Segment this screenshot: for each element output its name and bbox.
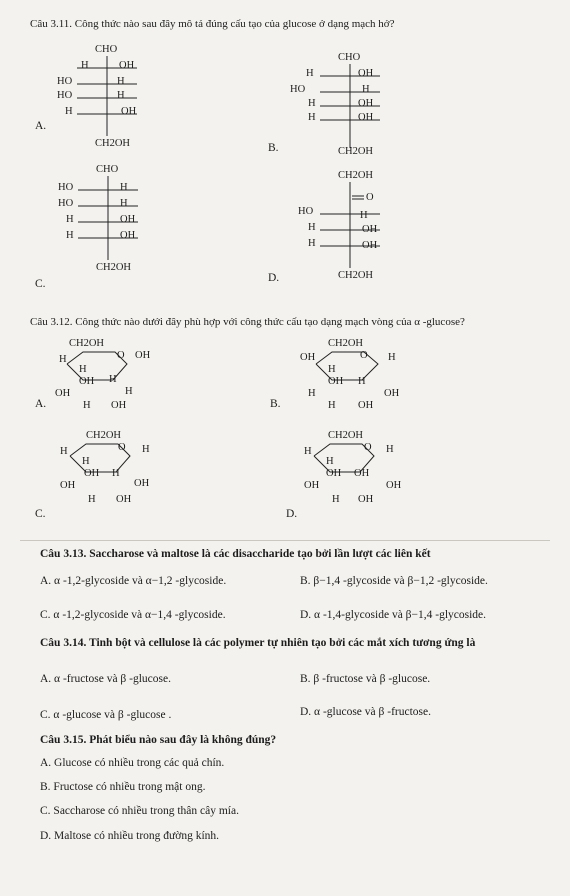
svg-text:OH: OH (358, 68, 374, 79)
svg-text:H: H (109, 374, 117, 385)
svg-text:H: H (117, 76, 125, 87)
svg-text:OH: OH (328, 376, 344, 387)
q315-option-d[interactable]: D. Maltose có nhiều trong đường kính. (40, 830, 220, 842)
svg-text:H: H (117, 90, 125, 101)
svg-text:OH: OH (121, 106, 137, 117)
svg-text:O: O (117, 350, 125, 361)
svg-text:HO: HO (58, 182, 74, 193)
svg-text:H: H (88, 494, 96, 505)
q311-label-b: B. (268, 142, 279, 154)
svg-text:OH: OH (120, 214, 136, 225)
svg-text:H: H (65, 106, 73, 117)
q312-label-d: D. (286, 508, 298, 520)
q313-option-d[interactable]: D. α -1,4-glycoside và β−1,4 -glycoside. (300, 609, 487, 621)
svg-text:H: H (388, 352, 396, 363)
haworth-ring-c (60, 426, 180, 506)
svg-text:CH2OH: CH2OH (338, 170, 374, 181)
svg-text:OH: OH (60, 480, 76, 491)
q314-option-b[interactable]: B. β -fructose và β -glucose. (300, 673, 431, 685)
svg-text:CH2OH: CH2OH (338, 146, 374, 157)
svg-text:OH: OH (119, 60, 135, 71)
svg-text:HO: HO (57, 90, 73, 101)
svg-text:OH: OH (116, 494, 132, 505)
svg-text:H: H (386, 444, 394, 455)
svg-text:HO: HO (290, 84, 306, 95)
svg-text:H: H (304, 446, 312, 457)
svg-text:H: H (142, 444, 150, 455)
q315-option-a[interactable]: A. Glucose có nhiều trong các quả chín. (40, 757, 225, 769)
section-divider (20, 540, 550, 541)
svg-text:H: H (308, 98, 316, 109)
svg-text:H: H (66, 214, 74, 225)
q314-stem: Câu 3.14. Tinh bột và cellulose là các polymer tự nhiên tạo bởi các mắt xích tương ứng là (40, 637, 476, 649)
svg-text:CH2OH: CH2OH (328, 430, 364, 441)
svg-text:OH: OH (304, 480, 320, 491)
q312-label-c: C. (35, 508, 46, 520)
svg-text:H: H (112, 468, 120, 479)
a-top: CHO (95, 44, 118, 55)
svg-text:HO: HO (57, 76, 73, 87)
svg-text:H: H (362, 84, 370, 95)
svg-text:OH: OH (134, 478, 150, 489)
svg-text:OH: OH (358, 98, 374, 109)
svg-text:H: H (328, 400, 336, 411)
svg-text:H: H (81, 60, 89, 71)
svg-text:O: O (366, 192, 374, 203)
q313-option-c[interactable]: C. α -1,2-glycoside và α−1,4 -glycoside. (40, 609, 226, 621)
svg-text:OH: OH (300, 352, 316, 363)
svg-text:OH: OH (135, 350, 151, 361)
svg-text:OH: OH (79, 376, 95, 387)
haworth-ring-a (55, 334, 175, 409)
q313-stem: Câu 3.13. Saccharose và maltose là các disaccharide tạo bởi lần lượt các liên kết (40, 548, 431, 560)
q314-option-d[interactable]: D. α -glucose và β -fructose. (300, 706, 431, 718)
svg-text:OH: OH (358, 494, 374, 505)
svg-text:O: O (118, 442, 126, 453)
q311-stem: Câu 3.11. Công thức nào sau đây mô tả đúng cấu tạo của glucose ở dạng mạch hở? (30, 18, 395, 30)
svg-text:CH2OH: CH2OH (95, 138, 131, 149)
svg-text:CHO: CHO (96, 164, 119, 175)
haworth-ring-b (300, 334, 420, 409)
q314-option-a[interactable]: A. α -fructose và β -glucose. (40, 673, 171, 685)
svg-text:OH: OH (362, 240, 378, 251)
q313-option-a[interactable]: A. α -1,2-glycoside và α−1,2 -glycoside. (40, 575, 227, 587)
svg-text:OH: OH (386, 480, 402, 491)
svg-text:H: H (125, 386, 133, 397)
q315-option-b[interactable]: B. Fructose có nhiều trong mật ong. (40, 781, 206, 793)
svg-text:H: H (120, 198, 128, 209)
q311-label-c: C. (35, 278, 46, 290)
q311-label-a: A. (35, 120, 47, 132)
q312-label-a: A. (35, 398, 47, 410)
svg-text:H: H (66, 230, 74, 241)
svg-text:H: H (60, 446, 68, 457)
svg-text:H: H (332, 494, 340, 505)
svg-text:O: O (364, 442, 372, 453)
q315-option-c[interactable]: C. Saccharose có nhiều trong thân cây mía. (40, 805, 239, 817)
svg-text:OH: OH (84, 468, 100, 479)
svg-text:HO: HO (58, 198, 74, 209)
svg-text:CH2OH: CH2OH (328, 338, 364, 349)
svg-text:H: H (308, 222, 316, 233)
svg-text:HO: HO (298, 206, 314, 217)
svg-text:OH: OH (55, 388, 71, 399)
q312-label-b: B. (270, 398, 281, 410)
fischer-structure-d (288, 166, 408, 281)
svg-text:H: H (308, 112, 316, 123)
q314-option-c[interactable]: C. α -glucose và β -glucose . (40, 709, 172, 721)
fischer-structure-a (55, 40, 175, 150)
svg-text:CH2OH: CH2OH (86, 430, 122, 441)
svg-text:CH2OH: CH2OH (96, 262, 132, 273)
q311-label-d: D. (268, 272, 280, 284)
svg-text:OH: OH (384, 388, 400, 399)
svg-text:OH: OH (120, 230, 136, 241)
q312-stem: Câu 3.12. Công thức nào dưới đây phù hợp với công thức cấu tạo dạng mạch vòng của α -glucose? (30, 316, 465, 328)
svg-text:O: O (360, 350, 368, 361)
q315-stem: Câu 3.15. Phát biểu nào sau đây là không đúng? (40, 734, 277, 746)
svg-text:H: H (328, 364, 336, 375)
svg-text:CH2OH: CH2OH (69, 338, 105, 349)
fischer-structure-c (58, 160, 178, 275)
svg-text:OH: OH (362, 224, 378, 235)
svg-text:H: H (308, 238, 316, 249)
svg-text:H: H (82, 456, 90, 467)
svg-text:H: H (120, 182, 128, 193)
svg-text:H: H (79, 364, 87, 375)
svg-text:H: H (308, 388, 316, 399)
fischer-structure-b (290, 48, 410, 158)
svg-text:H: H (358, 376, 366, 387)
haworth-ring-d (302, 426, 422, 506)
svg-text:H: H (326, 456, 334, 467)
svg-text:OH: OH (354, 468, 370, 479)
svg-text:CH2OH: CH2OH (338, 270, 374, 281)
svg-text:CHO: CHO (338, 52, 361, 63)
svg-text:H: H (59, 354, 67, 365)
svg-text:H: H (83, 400, 91, 411)
svg-text:OH: OH (326, 468, 342, 479)
svg-text:OH: OH (358, 112, 374, 123)
svg-text:H: H (306, 68, 314, 79)
svg-text:OH: OH (358, 400, 374, 411)
svg-text:H: H (360, 210, 368, 221)
svg-text:OH: OH (111, 400, 127, 411)
q313-option-b[interactable]: B. β−1,4 -glycoside và β−1,2 -glycoside. (300, 575, 488, 587)
